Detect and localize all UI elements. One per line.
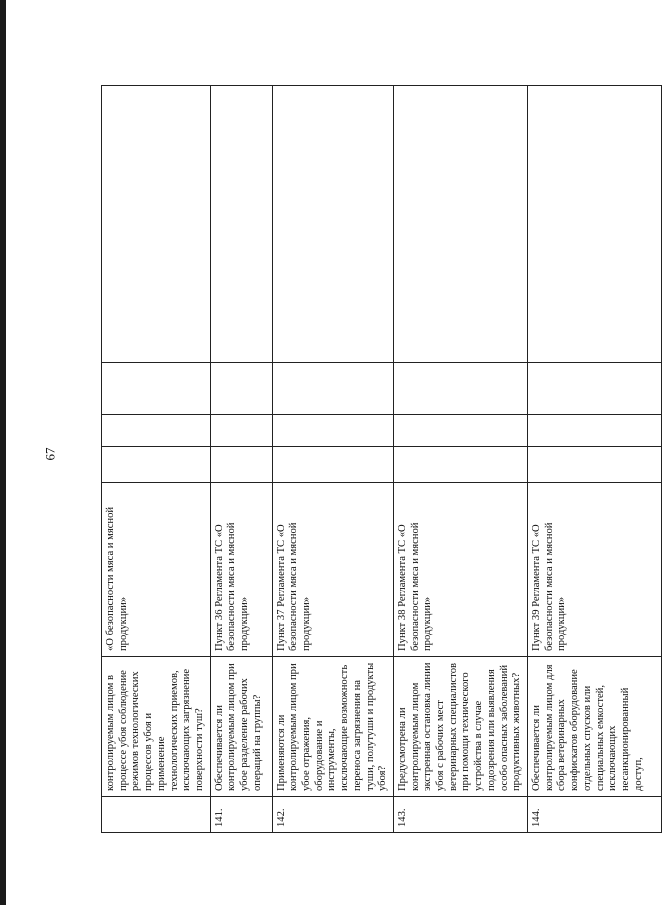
checklist-table [101, 85, 662, 833]
answer-yes-cell [102, 447, 211, 483]
answer-no-cell [210, 415, 272, 447]
reference-cell: Пункт 39 Регламента ТС «О безопасности мяса и мясной продукции» [527, 483, 661, 657]
question-cell: контролируемым лицом в процессе убоя соблюдение режимов технологических процессов убоя и применение технологических приемов, исключающих загрязнение поверхности туш? [102, 657, 211, 797]
row-number-cell: 144. [527, 797, 661, 833]
answer-yes-cell [393, 447, 527, 483]
row-number-cell: 142. [272, 797, 393, 833]
question-cell: Предусмотрена ли контролируемым лицом экстренная остановка линии убоя с рабочих мест ветеринарных специалистов при помощи технического устройства в случае подозрения или выявления особо опасных заболеваний продуктивных животных? [393, 657, 527, 797]
answer-yes-cell [527, 447, 661, 483]
reference-cell: «О безопасности мяса и мясной продукции» [102, 483, 211, 657]
checklist-table-frame [101, 86, 644, 833]
table-row [272, 86, 393, 833]
row-number-cell: 141. [210, 797, 272, 833]
reference-cell: Пункт 36 Регламента ТС «О безопасности мяса и мясной продукции» [210, 483, 272, 657]
answer-na-cell [210, 363, 272, 415]
note-cell [393, 86, 527, 363]
row-number-cell [102, 797, 211, 833]
answer-no-cell [272, 415, 393, 447]
answer-no-cell [527, 415, 661, 447]
question-cell: Применяются ли контролируемым лицом при убое отражения, оборудование и инструменты, исключающие возможность переноса загрязнения на туши, полутуши и продукты убоя? [272, 657, 393, 797]
answer-no-cell [102, 415, 211, 447]
note-cell [527, 86, 661, 363]
question-cell: Обеспечивается ли контролируемым лицом при убое разделение рабочих операций на группы? [210, 657, 272, 797]
answer-yes-cell [210, 447, 272, 483]
answer-no-cell [393, 415, 527, 447]
table-row [102, 86, 211, 833]
answer-na-cell [272, 363, 393, 415]
table-row [393, 86, 527, 833]
answer-yes-cell [272, 447, 393, 483]
row-number-cell: 143. [393, 797, 527, 833]
question-cell: Обеспечивается ли контролируемым лицом для сбора ветеринарных конфискатов оборудование отдельных спусков или специальных емкостей, исключающих несанкционированный доступ, [527, 657, 661, 797]
page-number: 67 [42, 447, 58, 461]
table-row [210, 86, 272, 833]
answer-na-cell [527, 363, 661, 415]
note-cell [210, 86, 272, 363]
reference-cell: Пункт 38 Регламента ТС «О безопасности мяса и мясной продукции» [393, 483, 527, 657]
scan-left-edge [0, 0, 6, 905]
table-row [527, 86, 661, 833]
note-cell [272, 86, 393, 363]
answer-na-cell [393, 363, 527, 415]
note-cell [102, 86, 211, 363]
answer-na-cell [102, 363, 211, 415]
reference-cell: Пункт 37 Регламента ТС «О безопасности мяса и мясной продукции» [272, 483, 393, 657]
